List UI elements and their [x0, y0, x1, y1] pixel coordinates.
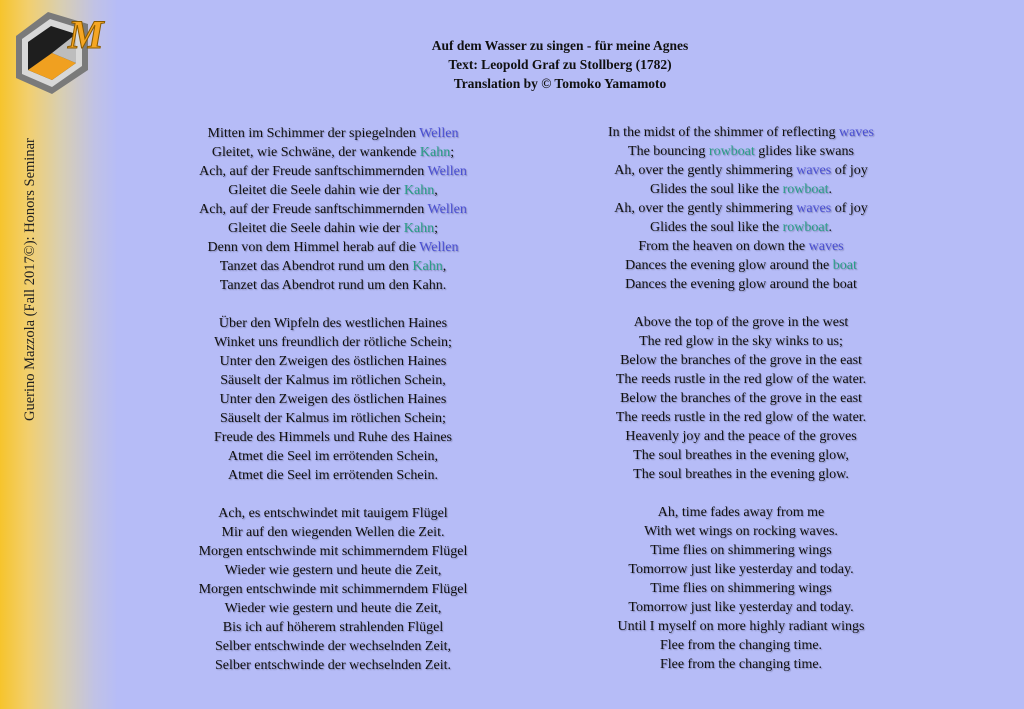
lyric-line — [576, 123, 906, 142]
lyric-line: The reeds rustle in the red glow of the water. — [615, 410, 867, 425]
german-stanza-1 — [168, 124, 498, 295]
lyric-line: Über den Wipfeln des westlichen Haines — [218, 316, 448, 331]
translation-credit: Translation by © Tomoko Yamamoto — [453, 76, 667, 91]
lyric-line: Säuselt der Kalmus im rötlichen Schein; — [220, 411, 446, 426]
english-stanza-2 — [576, 313, 906, 484]
lyric-text: Ach, auf der Freude sanftschimmernden — [199, 202, 428, 217]
lyric-text: ; — [450, 145, 455, 160]
lyric-line — [168, 238, 498, 257]
lyric-line: Below the branches of the grove in the east — [620, 391, 862, 406]
highlight-word-waves: waves — [796, 163, 832, 178]
lyric-line: Ah, time fades away from me — [657, 505, 825, 520]
highlight-word-rowboat: rowboat — [782, 220, 829, 235]
german-stanza-3 — [168, 504, 498, 675]
highlight-word-kahn: Kahn — [403, 183, 435, 198]
highlight-word-rowboat: rowboat — [708, 144, 755, 159]
lyric-text: of joy — [831, 163, 868, 178]
lyric-line — [576, 161, 906, 180]
highlight-word-waves: waves — [808, 239, 844, 254]
lyric-line: Säuselt der Kalmus im rötlichen Schein, — [220, 373, 446, 388]
lyric-text: In the midst of the shimmer of reflecting — [608, 125, 839, 140]
lyric-line: Ach, es entschwindet mit tauigem Flügel — [218, 506, 448, 521]
lyric-line: Tanzet das Abendrot rund um den Kahn. — [219, 278, 447, 293]
lyric-line: Atmet die Seel im errötenden Schein, — [228, 449, 438, 464]
page-header — [300, 36, 820, 93]
svg-text:M: M — [68, 12, 104, 57]
lyric-text: Gleitet die Seele dahin wie der — [228, 221, 404, 236]
page-title: Auf dem Wasser zu singen - für meine Agnes — [431, 38, 689, 53]
lyric-line — [576, 199, 906, 218]
lyric-line — [168, 162, 498, 181]
lyric-line: Flee from the changing time. — [659, 638, 823, 653]
lyric-text: ; — [434, 221, 438, 236]
english-lyrics-column — [576, 123, 906, 693]
german-lyrics-column — [168, 124, 498, 694]
lyric-text: Ah, over the gently shimmering — [614, 163, 797, 178]
lyric-line: Selber entschwinde der wechselnden Zeit. — [215, 658, 451, 673]
lyric-line: The red glow in the sky winks to us; — [639, 334, 843, 349]
highlight-word-wellen: Wellen — [427, 202, 467, 217]
text-credit: Text: Leopold Graf zu Stollberg (1782) — [448, 57, 672, 72]
highlight-word-kahn: Kahn — [403, 221, 435, 236]
lyric-line: Above the top of the grove in the west — [633, 315, 849, 330]
lyric-line: Unter den Zweigen des östlichen Haines — [219, 354, 447, 369]
highlight-word-kahn: Kahn — [412, 259, 443, 274]
lyric-text: Ah, over the gently shimmering — [614, 201, 797, 216]
english-stanza-1 — [576, 123, 906, 294]
highlight-word-rowboat: rowboat — [782, 182, 829, 197]
sidebar-vertical-caption: Guerino Mazzola (Fall 2017©): Honors Seminar — [22, 138, 38, 421]
lyric-line — [576, 237, 906, 256]
lyric-line: The reeds rustle in the red glow of the water. — [615, 372, 867, 387]
lyric-line: Dances the evening glow around the boat — [625, 277, 857, 292]
lyric-line: Freude des Himmels und Ruhe des Haines — [214, 430, 452, 445]
lyric-text: Mitten im Schimmer der spiegelnden — [207, 126, 420, 141]
lyric-text: of joy — [831, 201, 868, 216]
english-stanza-3 — [576, 503, 906, 674]
lyric-line: Mir auf den wiegenden Wellen die Zeit. — [221, 525, 445, 540]
lyric-line — [168, 219, 498, 238]
lyric-line — [576, 218, 906, 237]
highlight-word-wellen: Wellen — [419, 126, 459, 141]
lyric-line: Atmet die Seel im errötenden Schein. — [228, 468, 438, 483]
lyric-text: Tanzet das Abendrot rund um den — [219, 259, 413, 274]
lyric-text: Glides the soul like the — [650, 182, 783, 197]
lyric-text: Dances the evening glow around the — [625, 258, 833, 273]
lyric-line: Time flies on shimmering wings — [650, 581, 832, 596]
lyric-text: Ach, auf der Freude sanftschimmernden — [199, 164, 428, 179]
lyric-line: Until I myself on more highly radiant wings — [617, 619, 865, 634]
highlight-word-waves: waves — [838, 125, 874, 140]
lyric-line: With wet wings on rocking waves. — [644, 524, 838, 539]
sidebar — [0, 0, 118, 709]
lyric-text: , — [434, 183, 438, 198]
lyric-line: Time flies on shimmering wings — [650, 543, 832, 558]
music-theory-logo-icon — [8, 8, 118, 98]
lyric-line — [576, 256, 906, 275]
lyric-text: . — [828, 182, 832, 197]
lyric-text: The bouncing — [628, 144, 709, 159]
lyric-line: Selber entschwinde der wechselnden Zeit, — [215, 639, 451, 654]
lyric-text: . — [828, 220, 832, 235]
lyric-text: Denn von dem Himmel herab auf die — [207, 240, 420, 255]
lyric-line: Below the branches of the grove in the east — [620, 353, 862, 368]
highlight-word-boat: boat — [832, 258, 857, 273]
lyric-line — [168, 181, 498, 200]
lyric-text: Glides the soul like the — [650, 220, 783, 235]
lyric-line — [168, 257, 498, 276]
lyric-line — [168, 124, 498, 143]
lyric-line: Bis ich auf höherem strahlenden Flügel — [222, 620, 444, 635]
lyric-line — [168, 143, 498, 162]
lyric-line: Winket uns freundlich der rötliche Schein; — [214, 335, 452, 350]
lyric-line — [576, 142, 906, 161]
lyric-line: The soul breathes in the evening glow. — [633, 467, 849, 482]
lyric-text: Gleitet, wie Schwäne, der wankende — [211, 145, 420, 160]
highlight-word-wellen: Wellen — [427, 164, 467, 179]
lyric-line: Tomorrow just like yesterday and today. — [628, 600, 854, 615]
lyric-line: Tomorrow just like yesterday and today. — [628, 562, 854, 577]
lyric-text: From the heaven on down the — [638, 239, 809, 254]
lyric-line: Morgen entschwinde mit schimmerndem Flügel — [198, 582, 468, 597]
german-stanza-2 — [168, 314, 498, 485]
lyric-line: Morgen entschwinde mit schimmerndem Flügel — [198, 544, 468, 559]
lyric-line — [168, 200, 498, 219]
lyric-line: Flee from the changing time. — [659, 657, 823, 672]
highlight-word-kahn: Kahn — [419, 145, 451, 160]
lyric-line: Unter den Zweigen des östlichen Haines — [219, 392, 447, 407]
lyric-line: Heavenly joy and the peace of the groves — [625, 429, 857, 444]
lyric-text: , — [442, 259, 447, 274]
highlight-word-wellen: Wellen — [419, 240, 459, 255]
lyric-line — [576, 180, 906, 199]
lyric-text: glides like swans — [754, 144, 854, 159]
lyric-line: The soul breathes in the evening glow, — [633, 448, 849, 463]
lyric-text: Gleitet die Seele dahin wie der — [228, 183, 404, 198]
highlight-word-waves: waves — [796, 201, 832, 216]
lyric-line: Wieder wie gestern und heute die Zeit, — [224, 601, 442, 616]
lyric-line: Wieder wie gestern und heute die Zeit, — [224, 563, 442, 578]
